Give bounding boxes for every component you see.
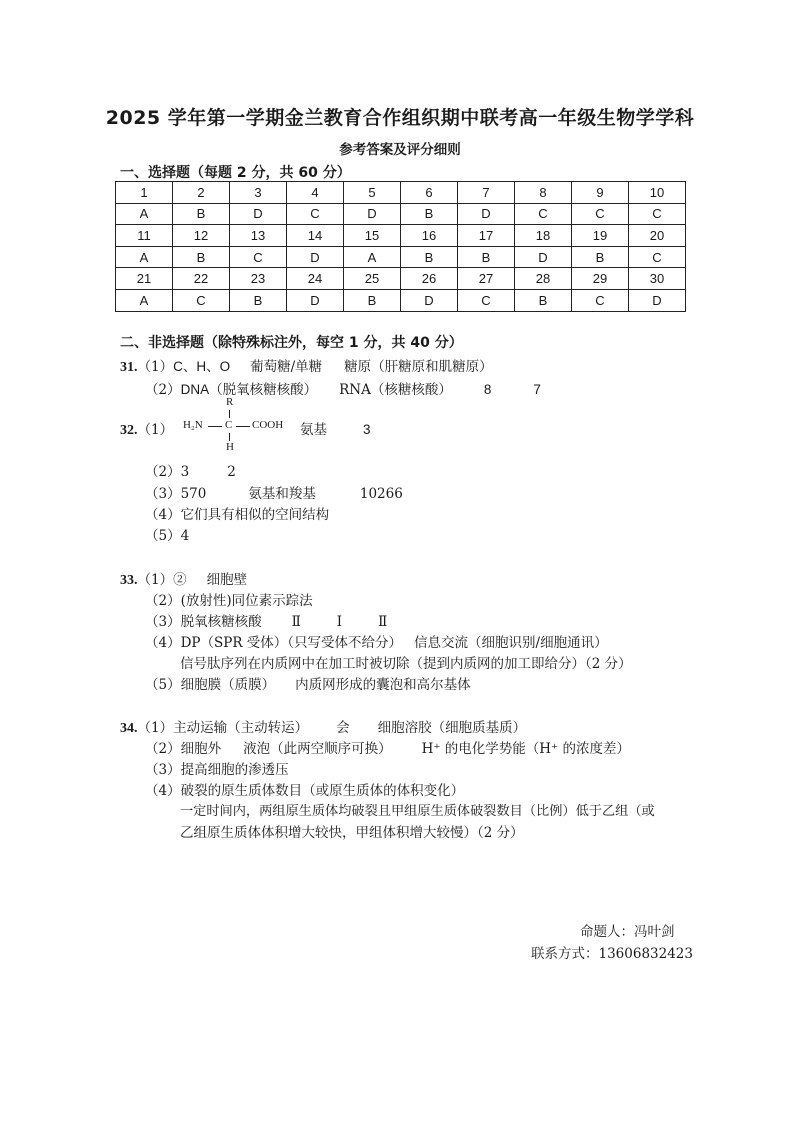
part-label: （4） [145,507,181,523]
table-row [116,182,686,204]
answer: DP（SPR 受体）（只写受体不给分） [180,635,403,651]
contact: 联系方式：13606832423 [531,946,693,962]
answer-cell: B [515,289,572,311]
question-number-cell: 3 [230,182,287,204]
answer-cell: C [173,289,230,311]
table-row [116,246,686,268]
answer-cell: D [458,203,515,225]
answer-cell: C [230,246,287,268]
part-label: （3） [145,614,181,630]
question-number-cell: 22 [173,268,230,290]
question-number-cell: 6 [401,182,458,204]
answer-cell: D [629,289,686,311]
answer-cell: B [458,246,515,268]
answer: (放射性)同位素示踪法 [180,593,313,609]
question-number-cell: 11 [116,225,173,247]
question-number-cell: 23 [230,268,287,290]
answer-cell: A [116,289,173,311]
part-label: （5） [145,528,181,544]
answer-cell: B [230,289,287,311]
answer: 2 [227,464,236,480]
page-title: 2025 学年第一学期金兰教育合作组织期中联考高一年级生物学学科 [105,107,695,129]
question-number-cell: 18 [515,225,572,247]
question-number: 34. [120,721,138,736]
part-label: （3） [145,486,181,502]
question-number: 31. [120,360,138,375]
part-label: （4） [145,783,181,799]
answer-cell: D [230,203,287,225]
q32-line2 [145,460,236,480]
answer-cell: A [116,203,173,225]
part-label: （1） [137,422,174,438]
answer: Ⅱ [378,614,388,630]
q34-line4b: 一定时间内，两组原生质体均破裂且甲组原生质体破裂数目（比例）低于乙组（或 [180,804,655,819]
answer: 内质网形成的囊泡和高尔基体 [295,677,471,693]
answer: C、H、O [173,359,231,374]
question-number-cell: 14 [287,225,344,247]
q31-line1 [120,355,493,376]
answer-cell: B [401,246,458,268]
question-number-cell: 9 [572,182,629,204]
answer: Ⅰ [336,614,343,630]
answer: 细胞溶胶（细胞质基质） [377,720,527,736]
q32-line5 [145,524,189,544]
q34-line4 [145,779,464,799]
answer: 氨基 [300,422,327,438]
answer: 细胞膜（质膜） [180,677,276,693]
section-heading-choice: 一、选择题（每题 2 分，共 60 分） [120,165,351,181]
answer-cell: D [401,289,458,311]
answer-cell: D [287,289,344,311]
q34-line2 [145,737,630,757]
q34-line3 [145,758,289,778]
q32-line3 [145,482,403,502]
question-number-cell: 4 [287,182,344,204]
q33-line3 [145,610,387,630]
q32-line1-label [120,418,173,439]
question-number-cell: 24 [287,268,344,290]
answer: 10266 [359,486,403,502]
answer-cell: A [116,246,173,268]
answer: 葡萄糖/单糖 [250,359,323,375]
q33-line1 [120,568,247,589]
part-label: （2） [145,464,181,480]
amino-acid-structure [180,396,290,456]
question-number-cell: 25 [344,268,401,290]
answer-cell: B [173,203,230,225]
part-label: （1） [137,572,174,588]
question-number-cell: 2 [173,182,230,204]
answer: Ⅱ [291,614,301,630]
question-number-cell: 12 [173,225,230,247]
answer: 氨基和羧基 [248,486,316,502]
q33-line2 [145,589,313,609]
part-label: （5） [145,677,181,693]
question-number-cell: 10 [629,182,686,204]
answer: 液泡（此两空顺序可换） [243,741,392,757]
answer-cell: C [287,203,344,225]
answer-cell: C [572,203,629,225]
question-number-cell: 5 [344,182,401,204]
answer-cell: B [401,203,458,225]
question-number-cell: 30 [629,268,686,290]
answer: 4 [180,528,190,544]
answer-cell: B [173,246,230,268]
answer: ② [173,572,187,588]
part-label: （1） [137,720,174,736]
question-number-cell: 13 [230,225,287,247]
question-number-cell: 1 [116,182,173,204]
page-subtitle: 参考答案及评分细则 [339,142,461,158]
question-number-cell: 17 [458,225,515,247]
struct-h: H [226,441,234,453]
struct-r: R [226,396,234,408]
answer-table [115,181,686,312]
answer: 糖原（肝糖原和肌糖原） [344,359,493,375]
answer: 3 [363,422,371,437]
q32-line4 [145,503,329,523]
struct-c: C [225,419,233,431]
answer: 细胞壁 [206,572,248,588]
question-number-cell: 15 [344,225,401,247]
section-heading-nonchoice: 二、非选择题（除特殊标注外，每空 1 分，共 40 分） [120,335,463,351]
answer-cell: C [515,203,572,225]
question-number-cell: 21 [116,268,173,290]
part-label: （1） [137,359,174,375]
answer: 3 [180,464,190,480]
part-label: （4） [145,635,181,651]
answer: 570 [180,486,207,502]
struct-right: COOH [252,419,284,431]
part-label: （2） [145,382,181,398]
answer: 7 [533,382,541,397]
q33-line4 [145,631,608,651]
answer-cell: D [515,246,572,268]
answer: H⁺ 的电化学势能（H⁺ 的浓度差） [421,741,630,757]
table-row [116,289,686,311]
answer: 细胞外 [180,741,222,757]
author: 命题人：冯叶剑 [580,924,675,940]
question-number: 32. [120,423,138,438]
answer: DNA（脱氧核糖核酸） [180,382,318,397]
question-number-cell: 28 [515,268,572,290]
answer-cell: C [572,289,629,311]
q32-line1-answers [300,418,371,438]
question-number-cell: 29 [572,268,629,290]
part-label: （3） [145,762,181,778]
question-number-cell: 8 [515,182,572,204]
q33-line4b: 信号肽序列在内质网中在加工时被切除（提到内质网的加工即给分）（2 分） [180,656,632,672]
answer: RNA（核糖核酸） [339,382,452,398]
question-number-cell: 7 [458,182,515,204]
answer: 它们具有相似的空间结构 [180,507,330,523]
answer-cell: C [629,203,686,225]
question-number-cell: 20 [629,225,686,247]
q33-line5 [145,673,471,693]
answer-cell: A [344,246,401,268]
question-number-cell: 16 [401,225,458,247]
part-label: （2） [145,593,181,609]
answer: 会 [336,720,350,736]
q34-line1 [120,716,526,737]
answer-cell: C [629,246,686,268]
answer: 破裂的原生质体数目（或原生质体的体积变化） [180,783,465,799]
table-row [116,225,686,247]
answer: 主动运输（主动转运） [173,720,309,736]
answer-cell: C [458,289,515,311]
answer: 信息交流（细胞识别/细胞通讯） [414,635,608,651]
answer-cell: D [344,203,401,225]
question-number-cell: 26 [401,268,458,290]
question-number-cell: 19 [572,225,629,247]
table-row [116,203,686,225]
table-row [116,268,686,290]
answer-cell: B [572,246,629,268]
question-number-cell: 27 [458,268,515,290]
question-number: 33. [120,573,138,588]
answer-cell: D [287,246,344,268]
answer: 8 [483,382,492,397]
answer: 提高细胞的渗透压 [180,762,289,778]
struct-left: H₂N [183,419,203,431]
q31-line2 [145,378,541,398]
answer: 脱氧核糖核酸 [180,614,262,630]
q34-line4c: 乙组原生质体体积增大较快，甲组体积增大较慢）（2 分） [180,825,524,841]
answer-cell: B [344,289,401,311]
part-label: （2） [145,741,181,757]
